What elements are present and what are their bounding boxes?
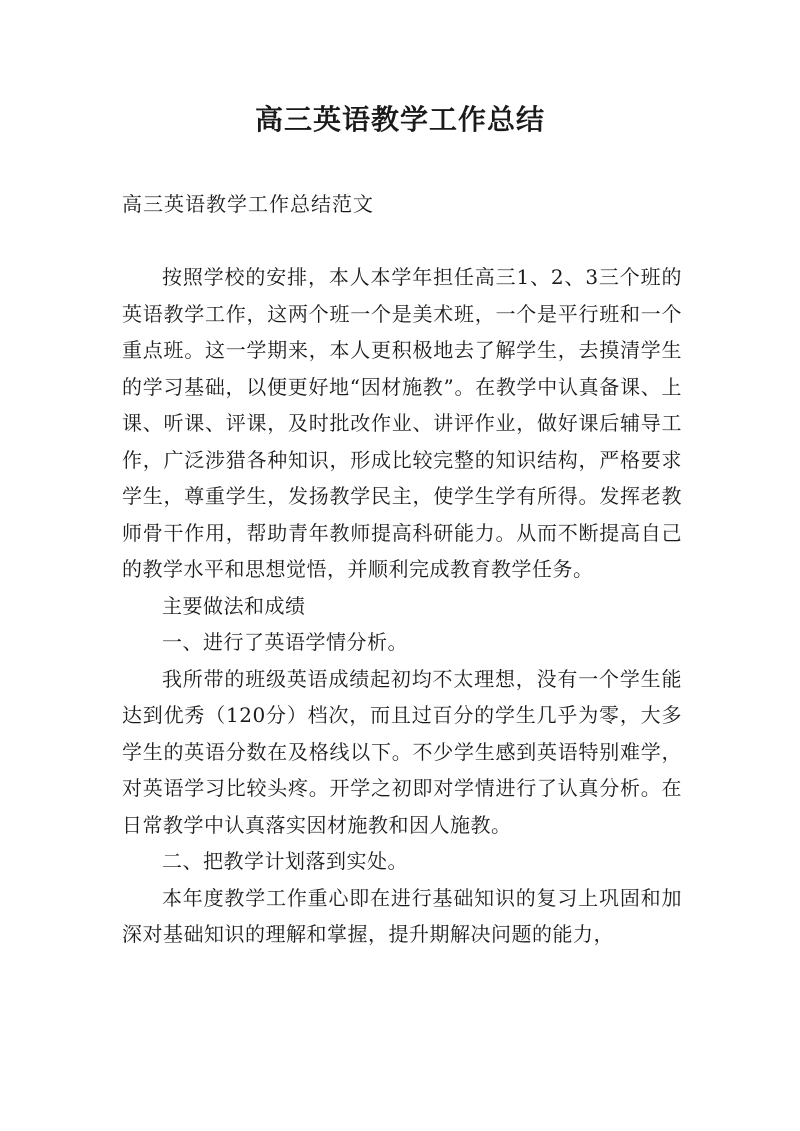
paragraph-section-1: 我所带的班级英语成绩起初均不太理想，没有一个学生能达到优秀（120分）档次，而且过百分的学生几乎为零，大多学生的英语分数在及格线以下。不少学生感到英语特别难学，对英语学习比较头疼。开学之初即对学情进行了认真分析。在日常教学中认真落实因材施教和因人施教。 [122, 666, 682, 837]
section-heading-main: 主要做法和成绩 [162, 593, 306, 618]
section-heading-2: 二、把教学计划落到实处。 [162, 849, 408, 873]
document-subtitle: 高三英语教学工作总结范文 [122, 192, 374, 216]
paragraph-section-2: 本年度教学工作重心即在进行基础知识的复习上巩固和加深对基础知识的理解和掌握，提升期解决问题的能力， [122, 885, 682, 946]
document-body [122, 259, 682, 953]
document-title: 高三英语教学工作总结 [254, 103, 545, 136]
paragraph-intro: 按照学校的安排，本人本学年担任高三1、2、3三个班的英语教学工作，这两个班一个是美术班，一个是平行班和一个重点班。这一学期来，本人更积极地去了解学生，去摸清学生的学习基础，以便更好地“因材施教”。在教学中认真备课、上课、听课、评课，及时批改作业、讲评作业，做好课后辅导工作，广泛涉猎各种知识，形成比较完整的知识结构，严格要求学生，尊重学生，发扬教学民主，使学生学有所得。发挥老教师骨干作用，帮助青年教师提高科研能力。从而不断提高自己的教学水平和思想觉悟，并顺利完成教育教学任务。 [122, 265, 682, 581]
section-heading-1: 一、进行了英语学情分析。 [162, 630, 408, 654]
